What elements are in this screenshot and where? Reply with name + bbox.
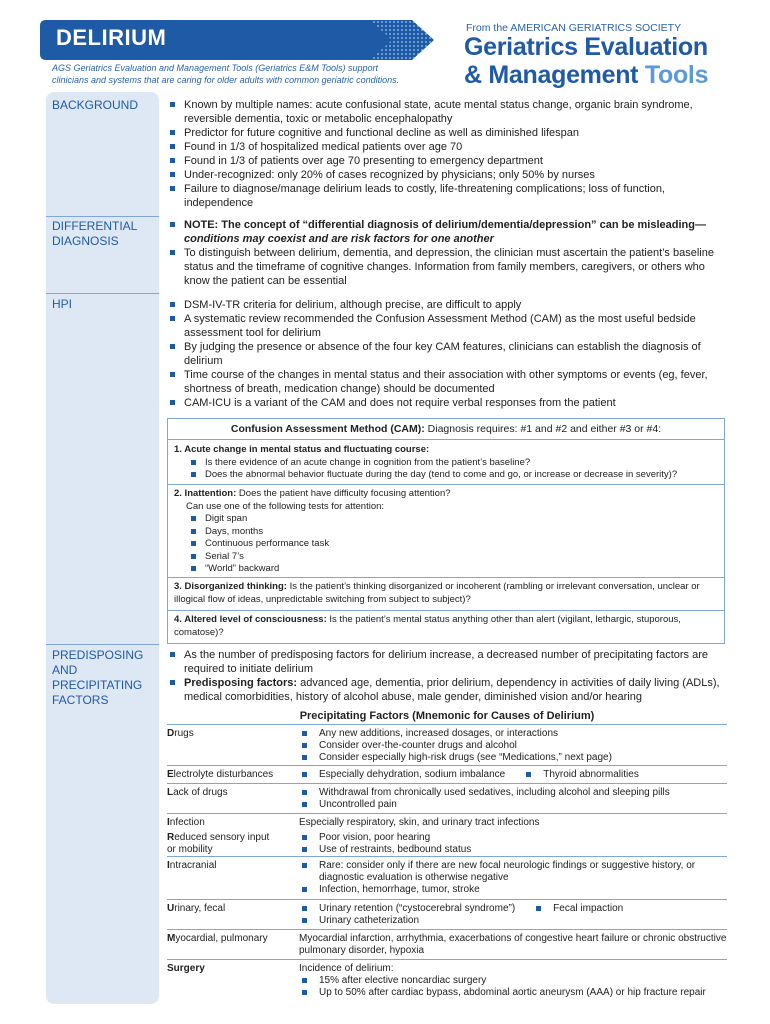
table-row <box>167 929 727 959</box>
list-item: Predictor for future cognitive and functional decline as well as diminished lifespan <box>168 126 728 140</box>
hpi-list <box>168 298 728 410</box>
list-item: Does the abnormal behavior fluctuate during the day (tend to come and go, or increase or decrease in severity)? <box>188 469 718 482</box>
predisposing-list <box>168 648 728 704</box>
row-desc: Rare: consider only if there are new focal neurologic findings or suggestive history, or diagnostic evaluation is otherwise negative Infection, hemorrhage, tumor, stroke <box>299 860 727 896</box>
list-item: A systematic review recommended the Confusion Assessment Method (CAM) as the most useful bedside assessment tool for delirium <box>168 312 728 340</box>
row-label: Surgery <box>167 963 205 974</box>
section-divider <box>46 644 159 645</box>
row-desc: Any new additions, increased dosages, or interactions Consider over-the-counter drugs and alcohol Consider especially high-risk drugs (see “Medications,” next page) <box>299 728 727 764</box>
row-desc: Especially dehydration, sodium imbalance Thyroid abnormalities <box>299 769 727 781</box>
row-label: Intracranial <box>167 860 217 871</box>
brand-title-tools: Tools <box>644 61 709 89</box>
list-item: Failure to diagnose/manage delirium leads to costly, life-threatening complications; loss of function, independence <box>168 182 728 210</box>
row-label: Lack of drugs <box>167 787 228 798</box>
list-item: Serial 7’s <box>188 551 718 564</box>
background-list <box>168 98 728 210</box>
intro-text: AGS Geriatrics Evaluation and Management Tools (Geriatrics E&M Tools) support clinicians and systems that are caring for older adults with common geriatric conditions. <box>52 63 400 85</box>
section-label-predisposing: PREDISPOSING AND PRECIPITATING FACTORS <box>52 648 144 707</box>
note-bold: NOTE: The concept of “differential diagnosis of delirium/dementia/depression” can be misleading— <box>184 219 706 231</box>
brand-title-line2 <box>464 61 708 90</box>
list-item: Time course of the changes in mental status and their association with other symptoms or events (eg, fever, shortness of breath, medication change) should be documented <box>168 368 728 396</box>
list-item: Predisposing factors: advanced age, dementia, prior delirium, dependency in activities of daily living (ADLs), medical comorbidities, history of alcohol abuse, male gender, diminished vision and/or hearing <box>168 676 728 704</box>
list-item: To distinguish between delirium, dementia, and depression, the clinician must ascertain the patient’s baseline status and the timeframe of cognitive changes. Information from family members, caregivers, or others who know the patient can be essential <box>168 246 728 288</box>
row-desc: Incidence of delirium: 15% after elective noncardiac surgery Up to 50% after cardiac bypass, abdominal aortic aneurysm (AAA) or hip fracture repair <box>299 963 727 999</box>
table-row <box>167 765 727 783</box>
table-row <box>167 899 727 929</box>
cam-feature-4: 4. Altered level of consciousness: Is the patient’s mental status anything other than alert (vigilant, lethargic, stuporous, comatose)? <box>174 614 681 638</box>
section-divider <box>46 216 159 217</box>
list-item: Under-recognized: only 20% of cases recognized by physicians; only 50% by nurses <box>168 168 728 182</box>
table-row <box>167 783 727 813</box>
precipitating-title: Precipitating Factors (Mnemonic for Causes of Delirium) <box>299 710 595 722</box>
table-row <box>167 813 727 856</box>
list-item: DSM-IV-TR criteria for delirium, although precise, are difficult to apply <box>168 298 728 312</box>
list-item: As the number of predisposing factors for delirium increase, a decreased number of precipitating factors are required to initiate delirium <box>168 648 728 676</box>
row-desc: Withdrawal from chronically used sedatives, including alcohol and sleeping pills Uncontrolled pain <box>299 787 727 811</box>
row-label: Infection Reduced sensory input or mobility <box>167 817 270 855</box>
list-item: Is there evidence of an acute change in cognition from the patient’s baseline? <box>188 457 718 470</box>
list-item <box>168 218 728 246</box>
list-item: Digit span <box>188 513 718 526</box>
row-desc: Urinary retention (“cystocerebral syndrome”) Fecal impaction Urinary catheterization <box>299 903 727 927</box>
cam-feature-1: 1. Acute change in mental status and fluctuating course: Is there evidence of an acute change in cognition from the patient’s baseline? Does the abnormal behavior fluctuate during the day (tend to come and go, or increase or decrease in severity)? <box>168 441 724 485</box>
page-title: DELIRIUM <box>56 25 167 50</box>
row-desc: Myocardial infarction, arrhythmia, exacerbations of congestive heart failure or chronic obstructive pulmonary disorder, hypoxia <box>299 933 727 956</box>
list-item: CAM-ICU is a variant of the CAM and does not require verbal responses from the patient <box>168 396 728 410</box>
publisher-line: From the AMERICAN GERIATRICS SOCIETY <box>466 22 682 34</box>
list-item: Days, months <box>188 526 718 539</box>
row-label: Electrolyte disturbances <box>167 769 274 780</box>
brand-title-management: & Management <box>464 61 645 89</box>
table-row <box>167 959 727 1004</box>
row-label: Drugs <box>167 728 194 739</box>
title-banner <box>40 20 435 60</box>
list-item: Known by multiple names: acute confusional state, acute mental status change, organic brain syndrome, reversible dementia, toxic or metabolic encephalopathy <box>168 98 728 126</box>
list-item: Found in 1/3 of hospitalized medical patients over age 70 <box>168 140 728 154</box>
cam-feature-3: 3. Disorganized thinking: Is the patient’s thinking disorganized or incoherent (rambling or irrelevant conversation, unclear or illogical flow of ideas, unpredictable switching from subject to subject)? <box>168 578 724 611</box>
list-item: By judging the presence or absence of the four key CAM features, clinicians can establish the diagnosis of delirium <box>168 340 728 368</box>
section-label-hpi: HPI <box>52 297 73 311</box>
note-bold-italic: conditions may coexist and are risk factors for one another <box>184 233 494 245</box>
list-item: Continuous performance task <box>188 538 718 551</box>
section-divider <box>46 293 159 294</box>
row-desc: Especially respiratory, skin, and urinary tract infections Poor vision, poor hearing Use of restraints, bedbound status <box>299 817 727 856</box>
row-label: Myocardial, pulmonary <box>167 933 268 944</box>
brand-title-line1: Geriatrics Evaluation <box>464 33 708 61</box>
list-item: “World” backward <box>188 563 718 576</box>
table-row <box>167 856 727 899</box>
cam-feature-2: 2. Inattention: Does the patient have difficulty focusing attention? Can use one of the following tests for attention: Digit span Days, months Continuous performance task Serial 7’s “World” backward <box>168 485 724 578</box>
section-label-background: BACKGROUND <box>52 98 139 112</box>
cam-box <box>167 418 725 644</box>
cam-heading: Confusion Assessment Method (CAM): Diagnosis requires: #1 and #2 and either #3 or #4: <box>168 419 724 440</box>
section-label-differential: DIFFERENTIAL DIAGNOSIS <box>52 219 138 248</box>
list-item: Found in 1/3 of patients over age 70 presenting to emergency department <box>168 154 728 168</box>
table-row <box>167 724 727 765</box>
differential-list <box>168 218 728 288</box>
row-label: Urinary, fecal <box>167 903 226 914</box>
